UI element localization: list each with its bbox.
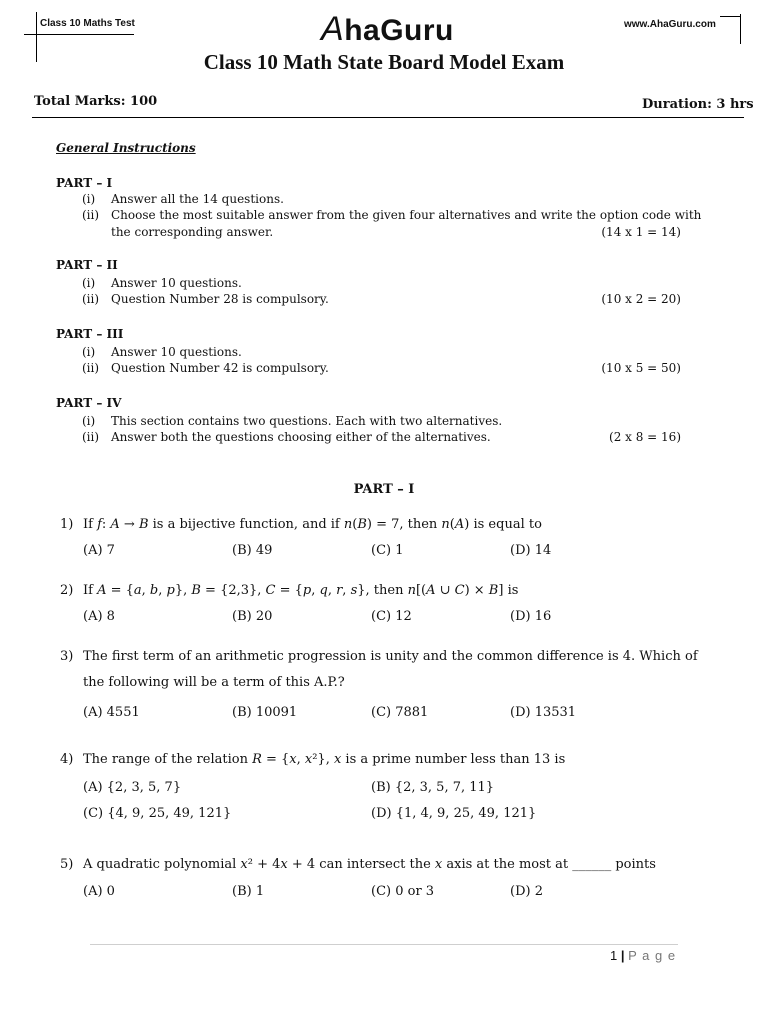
option-c: (C) 7881 <box>371 705 429 720</box>
item-text: Answer both the questions choosing either of the alternatives. <box>111 430 491 444</box>
question-number: 5) <box>60 857 74 872</box>
option-b: (B) 20 <box>232 609 273 624</box>
item-text: Choose the most suitable answer from the given four alternatives and write the option code with <box>111 208 702 222</box>
part-title: PART – II <box>56 258 118 272</box>
option-c: (C) 1 <box>371 543 404 558</box>
page-title: Class 10 Math State Board Model Exam <box>203 50 565 74</box>
header-left-label: Class 10 Maths Test <box>40 18 135 29</box>
option-c: (C) {4, 9, 25, 49, 121} <box>83 806 232 821</box>
total-marks: Total Marks: 100 <box>34 94 158 109</box>
item-text: Answer 10 questions. <box>111 276 242 290</box>
option-a: (A) 0 <box>83 884 115 899</box>
logo: AhaGuru <box>321 10 454 48</box>
crop-mark <box>24 34 134 35</box>
item-text: the corresponding answer. <box>111 225 274 239</box>
item-num: (i) <box>82 192 96 206</box>
instructions-heading: General Instructions <box>56 141 196 155</box>
option-d: (D) 13531 <box>510 705 577 720</box>
page-label: P a g e <box>628 948 677 963</box>
option-b: (B) {2, 3, 5, 7, 11} <box>371 780 495 795</box>
question-text: The first term of an arithmetic progression is unity and the common difference is 4. Which of <box>83 649 698 664</box>
option-c: (C) 12 <box>371 609 412 624</box>
part-title: PART – IV <box>56 396 122 410</box>
item-num: (i) <box>82 276 96 290</box>
question-text: If 𝐴 = {𝑎, 𝑏, 𝑝}, 𝐵 = {2,3}, 𝐶 = {𝑝, 𝑞, 𝑟, 𝑠}, then 𝑛[(𝐴 ∪ 𝐶) × 𝐵] is <box>83 583 519 598</box>
part-title: PART – III <box>56 327 124 341</box>
option-a: (A) 4551 <box>83 705 140 720</box>
item-text: Answer all the 14 questions. <box>111 192 284 206</box>
option-d: (D) 2 <box>510 884 543 899</box>
page-footer <box>610 948 676 963</box>
item-num: (ii) <box>82 292 100 306</box>
question-text-continued: the following will be a term of this A.P.? <box>83 675 345 690</box>
website-label: www.AhaGuru.com <box>624 19 716 30</box>
question-number: 3) <box>60 649 74 664</box>
option-b: (B) 49 <box>232 543 273 558</box>
part-marks: (2 x 8 = 16) <box>609 430 681 444</box>
crop-mark <box>740 14 741 44</box>
crop-mark <box>720 16 741 17</box>
item-num: (ii) <box>82 361 100 375</box>
option-d: (D) 14 <box>510 543 552 558</box>
logo-text: haGuru <box>344 14 454 47</box>
header-divider <box>32 117 744 118</box>
option-a: (A) 7 <box>83 543 115 558</box>
option-a: (A) {2, 3, 5, 7} <box>83 780 182 795</box>
question-number: 2) <box>60 583 74 598</box>
option-c: (C) 0 or 3 <box>371 884 435 899</box>
option-b: (B) 1 <box>232 884 265 899</box>
item-text: Question Number 42 is compulsory. <box>111 361 329 375</box>
question-number: 1) <box>60 517 74 532</box>
question-text: A quadratic polynomial 𝑥² + 4𝑥 + 4 can intersect the 𝑥 axis at the most at ______ points <box>83 857 656 872</box>
option-d: (D) 16 <box>510 609 552 624</box>
question-number: 4) <box>60 752 74 767</box>
footer-divider <box>90 944 678 945</box>
option-d: (D) {1, 4, 9, 25, 49, 121} <box>371 806 537 821</box>
part-marks: (10 x 2 = 20) <box>601 292 681 306</box>
duration: Duration: 3 hrs <box>642 97 754 112</box>
item-num: (ii) <box>82 430 100 444</box>
item-text: This section contains two questions. Each with two alternatives. <box>111 414 503 428</box>
part-marks: (10 x 5 = 50) <box>601 361 681 375</box>
question-text: If 𝑓: 𝐴 → 𝐵 is a bijective function, and if 𝑛(𝐵) = 7, then 𝑛(𝐴) is equal to <box>83 517 542 532</box>
item-num: (ii) <box>82 208 100 222</box>
page-number: 1 <box>610 948 618 963</box>
item-text: Question Number 28 is compulsory. <box>111 292 329 306</box>
item-num: (i) <box>82 345 96 359</box>
footer-separator: | <box>620 948 625 963</box>
option-a: (A) 8 <box>83 609 115 624</box>
option-b: (B) 10091 <box>232 705 298 720</box>
item-num: (i) <box>82 414 96 428</box>
part-marks: (14 x 1 = 14) <box>601 225 681 239</box>
part-title: PART – I <box>56 176 113 190</box>
item-text: Answer 10 questions. <box>111 345 242 359</box>
section-title: PART – I <box>353 482 415 497</box>
question-text: The range of the relation 𝑅 = {𝑥, 𝑥²}, 𝑥 is a prime number less than 13 is <box>83 752 566 767</box>
